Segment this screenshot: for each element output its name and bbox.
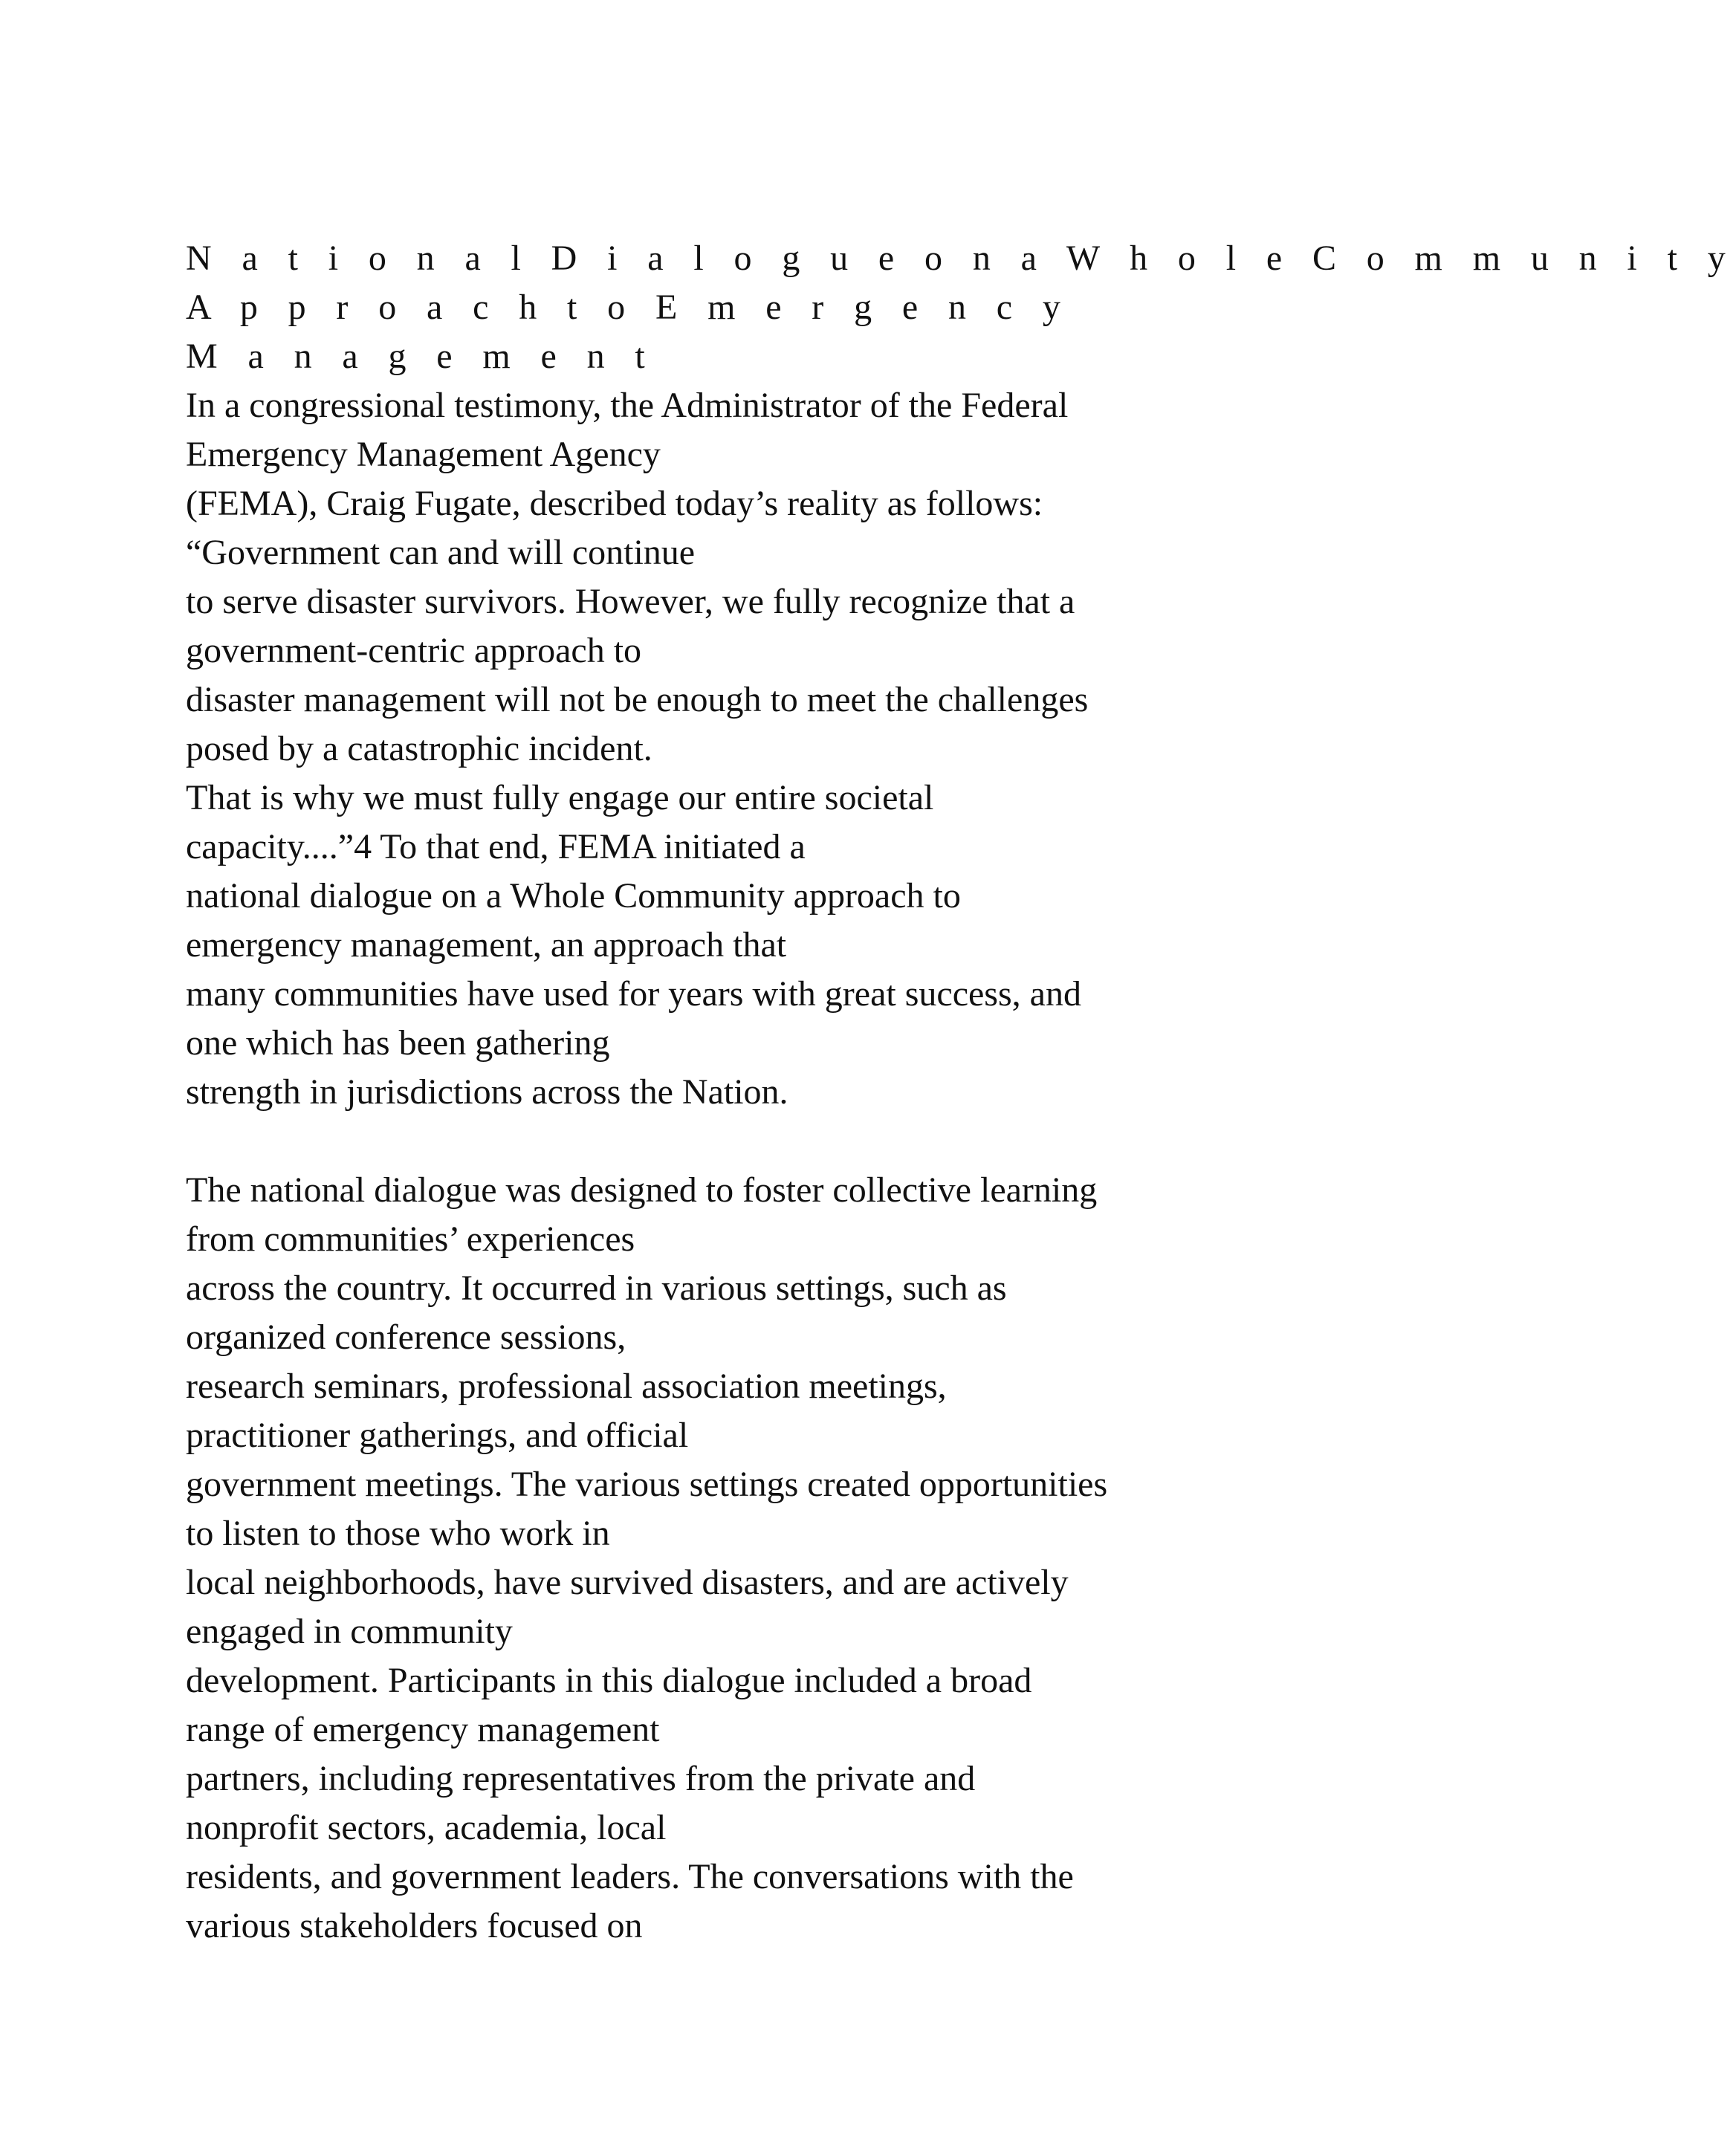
text-line: That is why we must fully engage our entire societal (186, 778, 934, 817)
text-line: one which has been gathering (186, 1023, 610, 1063)
heading-line: M a n a g e m e n t (186, 337, 656, 376)
text-line: organized conference sessions, (186, 1318, 626, 1357)
paragraph-1 (186, 381, 1494, 1117)
document-heading (186, 234, 1736, 381)
text-line: partners, including representatives from the private and (186, 1759, 976, 1798)
text-line: to serve disaster survivors. However, we fully recognize that a (186, 582, 1075, 621)
text-line: nonprofit sectors, academia, local (186, 1808, 667, 1847)
text-line: to listen to those who work in (186, 1514, 610, 1553)
text-line: local neighborhoods, have survived disasters, and are actively (186, 1563, 1069, 1602)
text-line: research seminars, professional association meetings, (186, 1367, 947, 1406)
text-line: various stakeholders focused on (186, 1906, 643, 1945)
text-line: disaster management will not be enough to meet the challenges (186, 680, 1089, 719)
document-body (186, 234, 1736, 1951)
text-line: capacity....”4 To that end, FEMA initiated a (186, 827, 806, 866)
heading-line: N a t i o n a l D i a l o g u e o n a W h o l e C o m m u n i t y (186, 239, 1736, 278)
text-line: In a congressional testimony, the Administrator of the Federal (186, 386, 1069, 425)
text-line: from communities’ experiences (186, 1219, 635, 1259)
paragraph-2 (186, 1166, 1494, 1951)
text-line: posed by a catastrophic incident. (186, 729, 652, 768)
text-line: practitioner gatherings, and official (186, 1416, 689, 1455)
heading-line: A p p r o a c h t o E m e r g e n c y (186, 288, 1072, 327)
text-line: The national dialogue was designed to foster collective learning (186, 1170, 1098, 1210)
text-line: across the country. It occurred in various settings, such as (186, 1268, 1007, 1308)
text-line: range of emergency management (186, 1710, 660, 1749)
text-line: Emergency Management Agency (186, 435, 661, 474)
text-line: “Government can and will continue (186, 533, 696, 572)
paragraph-spacer (186, 1117, 1494, 1166)
text-line: strength in jurisdictions across the Nation. (186, 1072, 788, 1112)
text-line: emergency management, an approach that (186, 925, 787, 965)
text-line: residents, and government leaders. The conversations with the (186, 1857, 1074, 1896)
text-line: many communities have used for years with great success, and (186, 974, 1081, 1014)
text-line: engaged in community (186, 1612, 513, 1651)
text-line: national dialogue on a Whole Community approach to (186, 876, 961, 915)
text-line: (FEMA), Craig Fugate, described today’s reality as follows: (186, 484, 1043, 523)
text-line: government-centric approach to (186, 631, 642, 670)
text-line: government meetings. The various settings created opportunities (186, 1465, 1108, 1504)
text-line: development. Participants in this dialogue included a broad (186, 1661, 1032, 1700)
